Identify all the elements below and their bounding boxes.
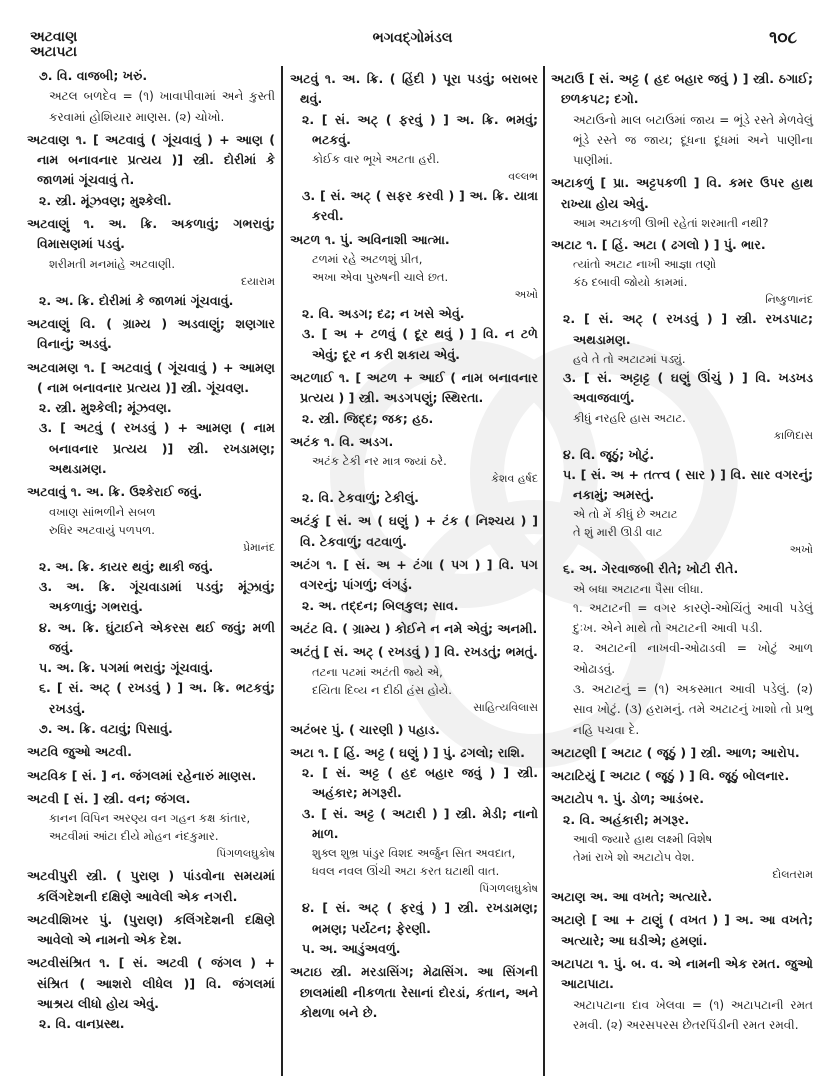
headword: અટંતું: [290, 644, 319, 660]
dictionary-entry: [27, 910, 275, 951]
definition: પું. (પુરાણ) કલિંગદેશની દક્ષિણે આવેલો એ નામનો એક દેશ.: [37, 911, 275, 948]
headword: અટવિ: [27, 744, 59, 760]
sense-definition: ૨. સ્ત્રી. મૂંઝવણ; મુશ્કેલી.: [39, 192, 172, 208]
citation-quote: [551, 830, 813, 884]
headword: અટવાણ: [27, 131, 70, 147]
quote-line: કોઈક વાર ભૂખે અટતા હરી.: [312, 152, 440, 167]
quote-author: સાહિત્યવિલાસ: [473, 700, 538, 714]
definition: ૧. અ. ક્રિ. ઉશ્કેરાઈ જવું.: [66, 484, 203, 500]
dictionary-entry: [290, 962, 538, 1023]
dictionary-entry: [27, 214, 275, 255]
quote-line: ટળમાં રહે અટળશું પ્રીત,: [312, 252, 423, 267]
headword: અટવાણું: [27, 216, 70, 232]
sense-definition: ૨. સ્ત્રી. મુશ્કેલી; મૂંઝવણ.: [39, 400, 172, 416]
definition: પું. ( ચારણી ) પહાડ.: [327, 721, 440, 737]
sense-definition: ૩. [ સં. અટ્ટ ( અટારી ) ] સ્ત્રી. મેડી; નાનો માળ.: [302, 805, 538, 842]
quote-line: અટંક ટેકી નર માત્ર જ્યાં ઠરે.: [312, 454, 447, 469]
sense-definition: ૩. અ. ક્રિ. ગૂંચવાડામાં પડવું; મૂંઝાવું; અકળાવું; ગભરાવું.: [39, 578, 275, 615]
dictionary-entry: [551, 69, 813, 110]
headword: અટાપટા: [551, 955, 594, 971]
headword: અટાઉ: [551, 71, 585, 86]
dictionary-entry: [27, 742, 275, 762]
citation-quote: [551, 350, 813, 368]
headword: અટળ: [290, 231, 321, 247]
headword: અટવી: [27, 790, 60, 806]
quote-line: હવે તે તો અટાટમાં પડ્યું.: [573, 351, 686, 366]
headword: અટંગ: [290, 557, 320, 573]
dictionary-entry: [27, 866, 275, 907]
headword: અટાટોપ: [551, 791, 594, 807]
headword: અટાટિયું: [551, 768, 596, 784]
sense-definition: ૩. [ અટવું ( રખડવું ) + આમણ ( નામ બનાવનાર પ્રત્યય )] સ્ત્રી. રખડામણ; અથડામણ.: [39, 420, 275, 477]
dictionary-entry: [27, 766, 275, 786]
sense-definition: ૩. [ અ + ટળવું ( દૂર થવું ) ] વિ. ન ટળે એવું; દૂર ન કરી શકાય એવું.: [302, 326, 538, 362]
quote-line: શુક્લ શુભ્ર પાંડુર વિશદ અર્જુન સિત અવદાત,: [312, 846, 516, 861]
dictionary-entry: [27, 130, 275, 191]
citation-quote: [27, 255, 275, 291]
sense-definition: ૩. [ સં. અટ્ટાટ્ટ ( ઘણું ઊંચું ) ] વિ. ખડખડ અવાજવાળું.: [563, 369, 813, 406]
dictionary-entry: [290, 230, 538, 250]
dictionary-entry: [290, 69, 538, 110]
quote-author: દયારામ: [240, 274, 275, 288]
quote-line: આમ અટાકળી ઊભી રહેતાં શરમાતી નથી?: [573, 216, 769, 231]
sense-definition: ૨. અ. ક્રિ. દોરીમાં કે જાળમાં ગૂંચવાવું.: [39, 292, 234, 308]
quote-line: ત્યાંતો અટાટ નાખી આજ્ઞા તણો: [573, 257, 717, 272]
quote-author: દોલતરામ: [772, 868, 813, 882]
definition: [ સં. અ ( ઘણું ) + ટંક ( નિશ્ચય ) ] વિ. ટેકવાળું; વટવાળું.: [300, 513, 538, 549]
quote-line: તટના પટમાં અટંતી જ્યે એ,: [312, 664, 443, 679]
definition: ૧. [ સં. અટવી ( જંગલ ) + સંશ્રિત ( આશરો લીધેલ )] વિ. જંગલમાં આશ્રય લીધો હોય એવું.: [37, 955, 275, 1011]
headword: અટવીસંશ્રિત: [27, 955, 91, 971]
headword: અટાણે: [551, 912, 586, 928]
dictionary-entry: [27, 358, 275, 399]
citation-quote: [551, 409, 813, 445]
idiom-usage: અટાપટાના દાવ ખેલવા = (૧) અટાપટાની રમત રમવી. (૨) અરસપરસ છેતરપિંડીની રમત રમવી.: [573, 997, 813, 1032]
idiom-usage: અટાઉનો માલ બટાઉમાં જાય = ભૂંડે રસ્તે મેળવેલું ભૂંડે રસ્તે જ જાય; દૂધના દૂધમાં અને પાણીના પાણીમાં.: [573, 112, 813, 168]
definition: જુઓ અટવી.: [58, 744, 132, 760]
sense-definition: ૨. વિ. ટેકવાળું; ટેકીલું.: [302, 490, 419, 506]
sense-definition: ૨. વિ. અહંકારી; મગરૂર.: [563, 811, 690, 827]
headword: અટવાવું: [27, 484, 67, 500]
quote-line: તેમાં રાખે શો અટાટોપ વેશ.: [573, 850, 695, 865]
definition: [ સં. ] સ્ત્રી. વન; જંગલ.: [59, 790, 191, 806]
idiom-usage: ૩. અટાટનું = (૧) અકસ્માત આવી પડેલું. (૨) સાવ ખોટું. (૩) હરામનું. તમે અટાટનું ખાશો તો પ્રભુ નહિ પચવા દે.: [573, 681, 813, 737]
definition: ૧. [ અટળ + આઈ ( નામ બનાવનાર પ્રત્યય ) ] સ્ત્રી. અડગપણું; સ્થિરતા.: [300, 369, 538, 406]
headword: અટંટ: [290, 620, 318, 636]
definition: ૧. પું. બ. વ. એ નામની એક રમત. જુઓ આટાપાટા.: [561, 955, 813, 992]
column-3: [551, 66, 813, 1035]
dictionary-entry: [27, 314, 275, 355]
sense-definition: ૩. [ સં. અટ્ ( સફર કરવી ) ] અ. ક્રિ. યાત્રા કરવી.: [302, 188, 538, 224]
quote-author: પિંગળલઘુકોષ: [216, 847, 275, 861]
sense-definition: ૨. [ સં. અટ્ ( ફરવું ) ] અ. ક્રિ. ભમવું; ભટકવું.: [302, 111, 538, 147]
definition: સ્ત્રી. મરડાસિંગ; મેઢાસિંગ. આ સિંગની છાલમાંથી નીકળતા રેસાનાં દોરડાં, કંતાન, અને કોથળા બને છે.: [300, 964, 538, 1020]
quote-line: એ બધા અટાટના પૈસા લીધા.: [573, 581, 704, 596]
definition: ૧. અ. ક્રિ. ( હિંદી ) પૂરા પડવું; બરાબર થવું.: [300, 71, 538, 107]
quote-author: કેશવ હર્ષદ: [491, 472, 538, 486]
idiom-usage: અટલ બળદેવ = (૧) ખાવાપીવામાં અને કુસ્તી કરવામાં હોશિયાર માણસ. (૨) ચોખો.: [49, 89, 275, 124]
quote-author: પિંગળલઘુકોષ: [479, 882, 538, 896]
definition: અ. આ વખતે; અત્યારે.: [585, 889, 713, 905]
sense-definition: ૬. [ સં. અટ્ ( રખડવું ) ] અ. ક્રિ. ભટકવું; રખડવું.: [39, 680, 275, 716]
headword: અટા: [290, 744, 314, 760]
dictionary-entry: [290, 368, 538, 409]
headword: અટાકળું: [551, 175, 594, 191]
definition: ૧. વિ. અડગ.: [319, 433, 394, 449]
citation-quote: [290, 150, 538, 186]
dictionary-entry: [551, 235, 813, 255]
citation-quote: [27, 809, 275, 863]
definition: [ સં. અટ્ ( રખડવું ) ] વિ. રખડતું; ભમતું.: [318, 644, 538, 660]
headword: અટાટણી: [551, 744, 597, 760]
headword: અટાણ: [551, 889, 586, 905]
sense-definition: ૭. વિ. વાજબી; ખરું.: [39, 68, 148, 83]
quote-line: એ તો મેં કીધું છે અટાટ: [573, 507, 678, 522]
sense-definition: ૨. વિ. વાનપ્રસ્થ.: [39, 1016, 125, 1032]
idiom-usage: ૨. અટાટની નાખવી-ઓઢાડવી = ખોટું આળ ઓઢાડવું.: [573, 641, 813, 676]
citation-quote: [551, 580, 813, 598]
guide-word-last: અટાપટા: [30, 44, 78, 60]
citation-quote: [290, 452, 538, 488]
definition: [ સં. અટ્ટ ( હદ બહાર જવું ) ] સ્ત્રી. ઠગાઈ; છળકપટ; દગો.: [561, 71, 813, 107]
quote-line: અખા એવા પુરુષની ચાલે છત.: [312, 270, 449, 285]
headword: અટાટ: [551, 237, 583, 253]
idiom-usage: ૧. અટાટની = વગર કારણે-ઓચિંતું આવી પડેલું દુઃખ. એને માથે તો અટાટની આવી પડી.: [573, 600, 813, 636]
quote-line: તે શું મારી ઊડી વાટ: [573, 525, 663, 540]
sense-definition: ૨. અ. તદ્દન; બિલકુલ; સાવ.: [302, 597, 459, 613]
definition: સ્ત્રી. ( પુરાણ ) પાંડવોના સમયમાં કલિંગદેશની દક્ષિણે આવેલી એક નગરી.: [37, 868, 275, 904]
headword: અટવિક: [27, 767, 68, 783]
definition: ૧. [ અટવાવું ( ગૂંચવાવું ) + આણ ( નામ બનાવનાર પ્રત્યય )] સ્ત્રી. દોરીમાં કે જાળમાં ગૂંચવાવું તે.: [37, 131, 275, 188]
citation-quote: [551, 505, 813, 559]
definition: ૧. [ હિં. અટા ( ઢગલો ) ] પું. ભાર.: [582, 237, 766, 253]
sense-definition: ૨. [ સં. અટ્ ( રખડવું ) ] સ્ત્રી. રખડપાટ; અથડામણ.: [563, 311, 813, 347]
dictionary-entry: [551, 743, 813, 763]
dictionary-entry: [551, 887, 813, 907]
dictionary-entry: [551, 954, 813, 995]
dictionary-entry: [290, 555, 538, 596]
dictionary-entry: [27, 789, 275, 809]
guide-word-first: અટવાણ: [30, 29, 78, 45]
sense-definition: ૬. અ. ગેરવાજબી રીતે; ખોટી રીતે.: [563, 561, 739, 577]
dictionary-entry: [290, 743, 538, 763]
page-number: ૧૦૮: [769, 28, 797, 48]
definition: [ અટાટ ( જૂઠું ) ] સ્ત્રી. આળ; આરોપ.: [596, 744, 800, 760]
definition: [ સં. ] ન. જંગલમાં રહેનારું માણસ.: [67, 767, 257, 783]
quote-line: શરીમતી મનમાંહે અટવાણી.: [49, 256, 176, 271]
quote-line: રુધિર અટવાયું પળપળ.: [49, 522, 155, 537]
definition: ૧. [ સં. અ + ટંગા ( પગ ) ] વિ. પગ વગરનું; પાંગળું; લંગડું.: [300, 557, 538, 593]
quote-author: પ્રેમાનંદ: [243, 540, 275, 554]
sense-definition: ૨. વિ. અડગ; દઢ; ન ખસે એવું.: [302, 306, 465, 322]
headword: અટાઇ: [290, 964, 322, 980]
headword: અટંકું: [290, 513, 320, 529]
headword: અટવામણ: [27, 359, 79, 375]
dictionary-entry: [290, 720, 538, 740]
sense-definition: ૫. [ સં. અ + તત્ત્વ ( સાર ) ] વિ. સાર વગરનું; નકામું; અમસ્તું.: [563, 466, 813, 503]
quote-line: કાનન વિપિન અરણ્ય વન ગહન કક્ષ કાંતાર,: [49, 811, 251, 826]
sense-definition: ૪. [ સં. અટ્ ( ફરવું ) ] સ્ત્રી. રખડામણ; ભમણ; પર્યટન; ફેરણી.: [302, 900, 538, 936]
dictionary-entry: [290, 511, 538, 552]
definition: [ પ્રા. અટ્ટપકળી ] વિ. કમર ઉપર હાથ રાખ્યા હોય એવું.: [561, 175, 813, 211]
headword: અટવીપુરી: [27, 868, 78, 884]
dictionary-entry: [27, 482, 275, 502]
dictionary-entry: [551, 910, 813, 951]
quote-line: આવી જ્યારે હાથ લક્ષ્મી વિશેષ: [573, 832, 713, 847]
definition: ૧. પું. અવિનાશી આત્મા.: [320, 231, 450, 247]
citation-quote: [27, 503, 275, 557]
dictionary-entry: [27, 953, 275, 1014]
quote-line: ધવલ નવલ ઊંચી અટા કરત ઘટાથી વાત.: [312, 864, 500, 879]
column-2: [290, 66, 538, 1023]
citation-quote: [551, 214, 813, 232]
headword: અટંક: [290, 433, 320, 449]
headword: અટવીશિખર: [27, 911, 89, 927]
sense-definition: ૫. અ. આડુંઅવળું.: [302, 940, 401, 956]
sense-definition: ૪. અ. ક્રિ. ઘુંટાઈને એકરસ થઈ જવું; મળી જવું.: [39, 619, 275, 655]
dictionary-entry: [290, 642, 538, 662]
quote-line: વખાણ સાંભળીને સબળ: [49, 504, 156, 519]
sense-definition: ૨. [ સં. અટ્ટ ( હદ બહાર જવું ) ] સ્ત્રી. અહંકાર; મગરૂરી.: [302, 765, 538, 801]
dictionary-entry: [290, 619, 538, 639]
quote-author: અખો: [514, 288, 538, 302]
headword: અટવું: [290, 71, 319, 86]
quote-author: કાળિદાસ: [773, 428, 813, 442]
citation-quote: [290, 663, 538, 717]
sense-definition: ૭. અ. ક્રિ. વટાવું; પિસાવું.: [39, 721, 173, 737]
headword: અટંબર: [290, 721, 328, 737]
citation-quote: [290, 250, 538, 304]
quote-author: વલ્લભ: [508, 170, 538, 184]
sense-definition: ૨. સ્ત્રી. જિદ્દ; જક; હઠ.: [302, 410, 434, 426]
dictionary-entry: [551, 766, 813, 786]
quote-line: કંઠ દબાવી જોયો કામમાં.: [573, 275, 688, 290]
citation-quote: [551, 255, 813, 309]
definition: [ અટાટ ( જૂઠું ) ] વિ. જૂઠું બોલનાર.: [595, 768, 790, 784]
column-divider: [281, 66, 283, 1076]
quote-line: દયિતા દિવ્ય ન દીઠી હંસ હોયે.: [312, 682, 452, 697]
definition: ૧. [ અટવાવું ( ગૂંચવાવું ) + આમણ ( નામ બનાવનાર પ્રત્યય )] સ્ત્રી. ગૂંચવણ.: [37, 359, 275, 395]
quote-author: અખો: [789, 543, 813, 557]
definition: વિ. ( ગ્રામ્ય ) કોઈને ન નમે એવું; અનમી.: [317, 620, 538, 636]
page-title: ભગવદ્ગોમંડલ: [372, 30, 453, 46]
definition: ૧. અ. ક્રિ. અકળાવું; ગભરાવું; વિમાસણમાં પડવું.: [37, 216, 275, 252]
definition: [ આ + ટાણું ( વખત ) ] અ. આ વખતે; અત્યારે; આ ઘડીએ; હમણાં.: [561, 912, 813, 948]
quote-line: અટવીમાં આંટા દીયે મોહન નંદકુમાર.: [49, 829, 219, 844]
sense-definition: ૪. વિ. જૂઠું; ખોટું.: [563, 446, 655, 462]
column-1: [27, 66, 275, 1035]
headword: અટવાણું: [27, 315, 70, 331]
quote-author: નિષ્કુળાનંદ: [765, 293, 813, 307]
definition: વિ. ( ગ્રામ્ય ) અડવાણું; શણગાર વિનાનું; અડવું.: [37, 315, 275, 352]
dictionary-entry: [290, 432, 538, 452]
citation-quote: [290, 844, 538, 898]
headword: અટળાઈ: [290, 369, 334, 385]
column-divider: [543, 66, 545, 1076]
sense-definition: ૫. અ. ક્રિ. પગમાં ભરાવું; ગૂંચવાવું.: [39, 660, 214, 676]
definition: ૧. [ હિં. અટ્ટ ( ઘણું ) ] પું. ઢગલો; રાશિ.: [313, 744, 525, 760]
definition: ૧. પું. ડોળ; આડંબર.: [593, 791, 705, 807]
dictionary-entry: [551, 789, 813, 809]
quote-line: કીધું નરહરિ હાસ અટાટ.: [573, 410, 686, 425]
sense-definition: ૨. અ. ક્રિ. કાયર થવું; થાકી જવું.: [39, 558, 214, 574]
dictionary-entry: [551, 173, 813, 214]
